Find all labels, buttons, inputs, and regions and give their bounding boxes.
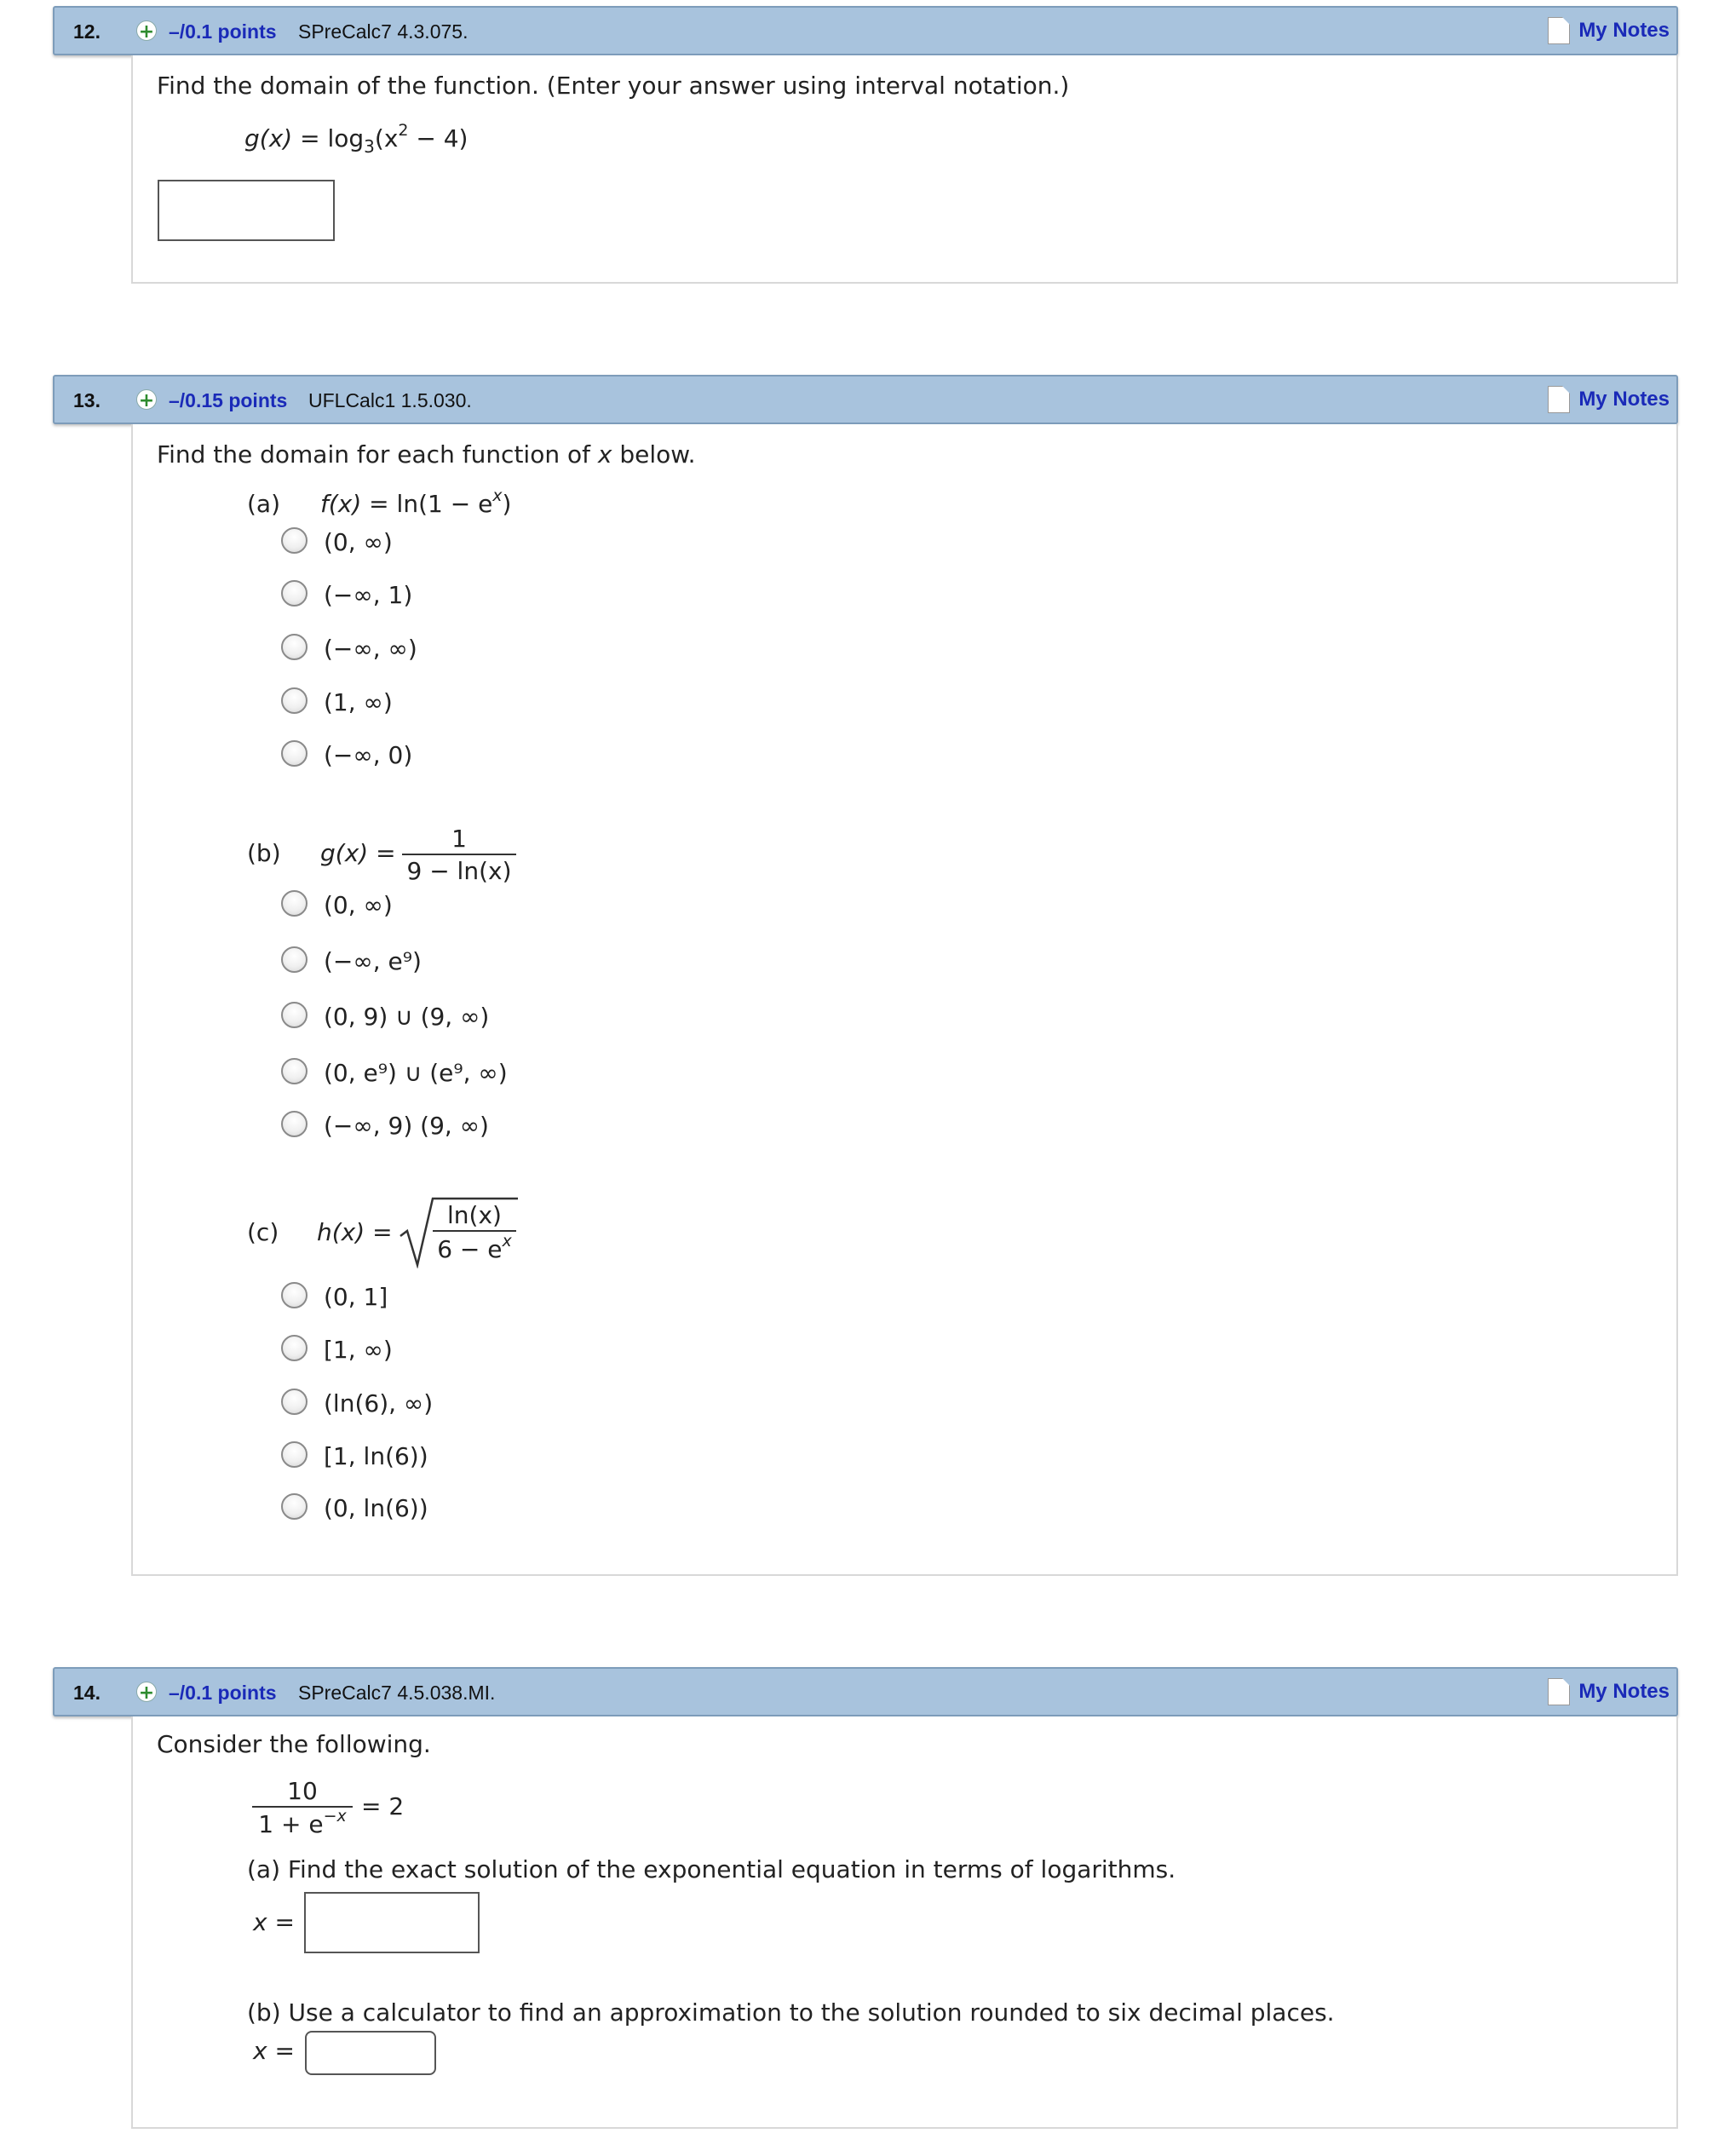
domain-answer-input[interactable] <box>158 180 335 241</box>
prompt-text-b: below. <box>612 440 696 469</box>
equation-denominator <box>252 1807 353 1838</box>
part-a-instruction: (a) Find the exact solution of the exponential equation in terms of logarithms. <box>247 1855 1176 1883</box>
points-link[interactable]: –/0.1 points <box>169 1682 277 1704</box>
question-number: 14. <box>73 1682 101 1704</box>
prompt-text-a: Find the domain for each function of <box>157 440 598 469</box>
note-icon <box>1548 386 1570 413</box>
problem-source: SPreCalc7 4.3.075. <box>298 20 468 43</box>
radio-button[interactable] <box>281 1389 308 1415</box>
equation-rhs: = 2 <box>361 1792 405 1820</box>
radio-button[interactable] <box>281 1002 308 1028</box>
exact-solution-input[interactable] <box>304 1892 480 1953</box>
option-label: (−∞, 0) <box>324 741 413 769</box>
log-base: 3 <box>364 136 375 157</box>
points-link[interactable]: –/0.15 points <box>169 389 288 411</box>
radio-button[interactable] <box>281 580 308 607</box>
approximation-input[interactable] <box>305 2031 436 2075</box>
log-arg-close: − 4) <box>408 124 468 152</box>
radio-button[interactable] <box>281 1441 308 1468</box>
radio-button[interactable] <box>281 946 308 973</box>
option-label: (ln(6), ∞) <box>324 1389 434 1417</box>
question-prompt <box>157 440 696 469</box>
function-equation <box>244 121 468 157</box>
question-prompt: Consider the following. <box>157 1730 431 1758</box>
part-a-label: (a) <box>247 490 281 518</box>
option-label: [1, ∞) <box>324 1336 393 1364</box>
part-a-exp: x <box>492 486 503 505</box>
note-icon <box>1548 1678 1570 1705</box>
log-arg-open: (x <box>374 124 399 152</box>
question-number: 12. <box>73 20 101 43</box>
denominator-exp: −x <box>323 1807 347 1826</box>
expand-plus-icon[interactable]: + <box>136 20 157 41</box>
part-c-numerator: ln(x) <box>447 1201 502 1229</box>
part-a-close: ) <box>502 490 512 518</box>
exponent: 2 <box>398 121 409 140</box>
part-a-var-label: x = <box>253 1908 295 1936</box>
radio-button[interactable] <box>281 1335 308 1361</box>
my-notes-label: My Notes <box>1578 1680 1670 1703</box>
my-notes-button[interactable] <box>1548 1676 1670 1707</box>
problem-source: SPreCalc7 4.5.038.MI. <box>298 1682 496 1704</box>
part-c-fn: h(x) <box>317 1218 365 1246</box>
radio-button[interactable] <box>281 1111 308 1137</box>
part-b-eq: = <box>368 839 396 867</box>
radio-button[interactable] <box>281 890 308 917</box>
radio-button[interactable] <box>281 1282 308 1308</box>
part-c-eq: = <box>365 1218 393 1246</box>
radio-button[interactable] <box>281 1493 308 1520</box>
option-label: (0, ∞) <box>324 891 393 919</box>
part-c-denominator <box>434 1232 514 1263</box>
option-label: (1, ∞) <box>324 688 393 716</box>
option-label: (−∞, e⁹) <box>324 947 422 975</box>
radio-button[interactable] <box>281 634 308 660</box>
option-label: (−∞, ∞) <box>324 635 417 663</box>
part-c-denominator-base: 6 − e <box>437 1235 503 1263</box>
option-label: (0, e⁹) ∪ (e⁹, ∞) <box>324 1059 508 1087</box>
part-c-function <box>317 1218 393 1246</box>
option-label: (0, 9) ∪ (9, ∞) <box>324 1003 490 1031</box>
option-label: (−∞, 1) <box>324 581 413 609</box>
points-link[interactable]: –/0.1 points <box>169 20 277 43</box>
function-op: = log <box>292 124 365 152</box>
function-lhs: g(x) <box>244 124 293 152</box>
my-notes-button[interactable] <box>1548 15 1670 46</box>
expand-plus-icon[interactable]: + <box>136 1682 157 1702</box>
equation-numerator: 10 <box>287 1777 318 1805</box>
expand-plus-icon[interactable]: + <box>136 389 157 410</box>
option-label: (0, ln(6)) <box>324 1494 428 1522</box>
question-14-header <box>53 1667 1678 1716</box>
part-c-denominator-exp: x <box>502 1232 512 1251</box>
my-notes-label: My Notes <box>1578 388 1670 411</box>
option-label: [1, ln(6)) <box>324 1442 428 1470</box>
part-b-instruction: (b) Use a calculator to find an approximation to the solution rounded to six decimal places. <box>247 1998 1335 2027</box>
question-13-header <box>53 375 1678 424</box>
my-notes-label: My Notes <box>1578 19 1670 42</box>
radio-button[interactable] <box>281 740 308 767</box>
part-b-label: (b) <box>247 839 281 867</box>
part-b-denominator: 9 − ln(x) <box>406 857 512 885</box>
option-label: (−∞, 9) (9, ∞) <box>324 1112 489 1140</box>
question-12-header <box>53 6 1678 55</box>
question-prompt: Find the domain of the function. (Enter your answer using interval notation.) <box>157 72 1070 100</box>
part-b-fn: g(x) <box>320 839 369 867</box>
radio-button[interactable] <box>281 1058 308 1084</box>
part-b-var-label: x = <box>253 2037 295 2065</box>
part-b-function <box>320 839 396 867</box>
radio-button[interactable] <box>281 527 308 554</box>
option-label: (0, ∞) <box>324 528 393 556</box>
prompt-variable: x <box>597 440 612 469</box>
note-icon <box>1548 17 1570 44</box>
denominator-base: 1 + e <box>258 1810 324 1838</box>
my-notes-button[interactable] <box>1548 384 1670 415</box>
part-a-fn: f(x) <box>320 490 362 518</box>
part-c-label: (c) <box>247 1218 279 1246</box>
option-label: (0, 1] <box>324 1283 388 1311</box>
radio-button[interactable] <box>281 687 308 714</box>
problem-source: UFLCalc1 1.5.030. <box>308 389 472 411</box>
part-a-function <box>320 486 512 518</box>
fraction-bar <box>402 854 516 855</box>
question-number: 13. <box>73 389 101 411</box>
part-b-numerator: 1 <box>451 825 467 853</box>
part-a-eq: = ln(1 − e <box>361 490 493 518</box>
